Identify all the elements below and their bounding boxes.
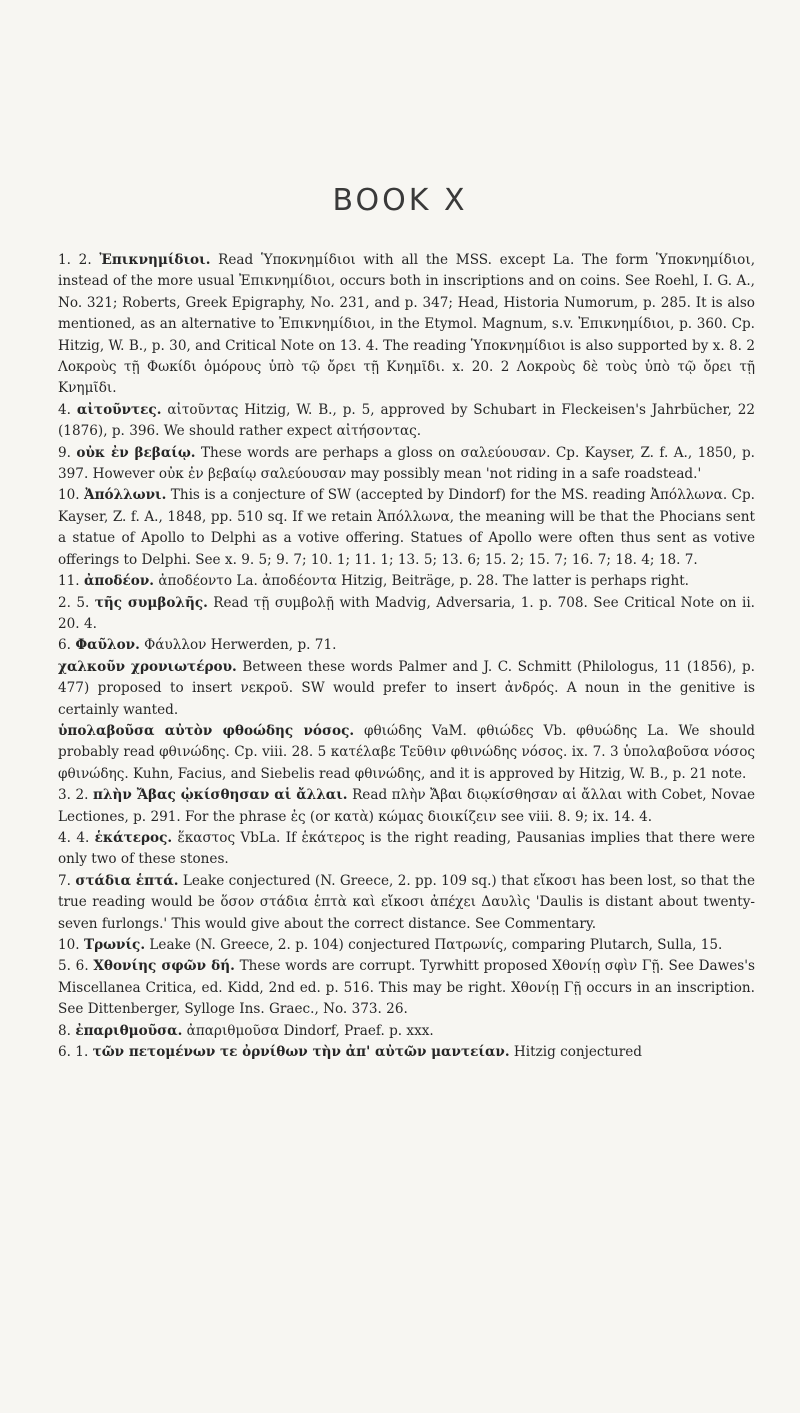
note-lemma: Φαῦλον. xyxy=(75,637,140,654)
note-lemma: ἑκάτερος. xyxy=(94,829,173,846)
note-entry xyxy=(58,1042,755,1063)
critical-notes xyxy=(58,250,755,1063)
note-entry xyxy=(58,657,755,721)
note-ref: 10. xyxy=(58,487,80,504)
note-ref: 11. xyxy=(58,573,80,590)
note-text: Read πλὴν Ἄβαι διῳκίσθησαν αἱ ἄλλαι with Cobet, Novae Lectiones, p. 291. For the phrase ἐς (or κατὰ) κώμας διοικίζειν see viii. 8. 9; ix. 14. 4. xyxy=(58,787,756,825)
note-text: Read Ὑποκνημίδιοι with all the MSS. except La. The form Ὑποκνημίδιοι, instead of the more usual Ἐπικνημίδιοι, occurs both in inscriptions and on coins. See Roehl, I. G. A., No. 321; Roberts, Greek Epigraphy, No. 231, and p. 347; Head, Historia Numorum, p. 285. It is also mentioned, as an alternative to Ἐπικνημίδιοι, in the Etymol. Magnum, s.v. Ἐπικνημίδιοι, p. 360. Cp. Hitzig, W. B., p. 30, and Critical Note on 13. 4. The reading Ὑποκνημίδιοι is also supported by x. 8. 2 Λοκροὺς τῇ Φωκίδι ὁμόρους ὑπὸ τῷ ὄρει τῇ Κνημῖδι. x. 20. 2 Λοκροὺς δὲ τοὺς ὑπὸ τῷ ὄρει τῇ Κνημῖδι. xyxy=(58,252,756,397)
note-lemma: αἰτοῦντες. xyxy=(76,401,162,418)
note-entry xyxy=(58,871,755,935)
note-text: Φάυλλον Herwerden, p. 71. xyxy=(144,637,337,654)
note-text: These words are corrupt. Tyrwhitt proposed Χθονίῃ σφὶν Γῇ. See Dawes's Miscellanea Critica, ed. Kidd, 2nd ed. p. 516. This may be right. Χθονίῃ Γῇ occurs in an inscription. See Dittenberger, Sylloge Ins. Graec., No. 373. 26. xyxy=(58,958,755,1018)
note-ref: 8. xyxy=(58,1022,71,1039)
note-ref: 7. xyxy=(58,872,71,889)
note-entry xyxy=(58,1021,755,1042)
note-ref: 6. xyxy=(58,637,71,654)
note-text: This is a conjecture of SW (accepted by Dindorf) for the MS. reading Ἀπόλλωνα. Cp. Kayser, Z. f. A., 1848, pp. 510 sq. If we retain Ἀπόλλωνα, the meaning will be that the Phocians sent a statue of Apollo to Delphi as a votive offering. Statues of Apollo were often thus sent as votive offerings to Delphi. See x. 9. 5; 9. 7; 10. 1; 11. 1; 13. 5; 13. 6; 15. 2; 15. 7; 16. 7; 18. 4; 18. 7. xyxy=(58,487,755,568)
note-lemma: Ἀπόλλωνι. xyxy=(84,487,167,504)
note-text: ἕκαστος VbLa. If ἑκάτερος is the right reading, Pausanias implies that there were only two of these stones. xyxy=(58,829,755,868)
note-text: Between these words Palmer and J. C. Schmitt (Philologus, 11 (1856), p. 477) proposed to insert νεκροῦ. SW would prefer to insert ἀνδρός. A noun in the genitive is certainly wanted. xyxy=(58,658,755,718)
note-lemma: ὑπολαβοῦσα αὐτὸν φθοώδης νόσος. xyxy=(58,722,355,739)
note-lemma: χαλκοῦν χρονιωτέρου. xyxy=(58,658,237,675)
note-lemma: τῶν πετομένων τε ὀρνίθων τὴν ἀπ' αὐτῶν μαντείαν. xyxy=(92,1044,510,1061)
note-lemma: τῆς συμβολῆς. xyxy=(94,594,208,611)
note-text: Read τῇ συμβολῇ with Madvig, Adversaria, 1. p. 708. See Critical Note on ii. 20. 4. xyxy=(58,594,755,632)
note-ref: 3. 2. xyxy=(58,787,89,804)
note-ref: 5. 6. xyxy=(58,958,89,975)
note-ref: 2. 5. xyxy=(58,594,90,611)
note-entry xyxy=(58,400,755,443)
note-text: αἰτοῦντας Hitzig, W. B., p. 5, approved by Schubart in Fleckeisen's Jahrbücher, 22 (1876), p. 396. We should rather expect αἰτήσοντας. xyxy=(58,401,756,440)
page-title: BOOK X xyxy=(332,183,468,218)
note-lemma: οὐκ ἐν βεβαίῳ. xyxy=(76,444,196,461)
note-lemma: ἐπαριθμοῦσα. xyxy=(75,1022,183,1039)
note-ref: 4. 4. xyxy=(58,829,90,846)
note-text: Hitzig conjectured xyxy=(513,1044,642,1061)
note-entry xyxy=(58,250,755,400)
note-ref: 10. xyxy=(58,937,80,953)
note-text: ἀπαριθμοῦσα Dindorf, Praef. p. xxx. xyxy=(186,1022,434,1039)
note-text: Leake (N. Greece, 2. p. 104) conjectured Πατρωνίς, comparing Plutarch, Sulla, 15. xyxy=(149,937,723,953)
note-lemma: στάδια ἑπτά. xyxy=(75,872,179,889)
note-entry xyxy=(58,443,755,486)
note-entry xyxy=(58,956,755,1020)
note-text: φθιώδης VaM. φθιώδες Vb. φθυώδης La. We should probably read φθινώδης. Cp. viii. 28. 5 κατέλαβε Τεῦθιν φθινώδης νόσος. ix. 7. 3 ὑπολαβοῦσα νόσος φθινώδης. Kuhn, Facius, and Siebelis read φθινώδης, and it is approved by Hitzig, W. B., p. 21 note. xyxy=(58,722,755,782)
note-text: ἀποδέοντο La. ἀποδέοντα Hitzig, Beiträge, p. 28. The latter is perhaps right. xyxy=(158,573,689,590)
note-lemma: Χθονίης σφῶν δή. xyxy=(93,958,235,975)
note-ref: 4. xyxy=(58,401,71,418)
note-entry xyxy=(58,721,755,785)
note-text: These words are perhaps a gloss on σαλεύουσαν. Cp. Kayser, Z. f. A., 1850, p. 397. However οὐκ ἐν βεβαίῳ σαλεύουσαν may possibly mean 'not riding in a safe roadstead.' xyxy=(58,444,755,483)
note-lemma: ἀποδέον. xyxy=(83,573,154,590)
note-lemma: Τρωνίς. xyxy=(83,937,146,953)
note-lemma: πλὴν Ἄβας ᾠκίσθησαν αἱ ἄλλαι. xyxy=(93,787,348,804)
note-text: Leake conjectured (N. Greece, 2. pp. 109 sq.) that εἴκοσι has been lost, so that the true reading would be ὅσον στάδια ἑπτὰ καὶ εἴκοσι ἀπέχει Δαυλὶς 'Daulis is distant about twenty-seven furlongs.' This would give about the correct distance. See Commentary. xyxy=(58,872,755,932)
note-entry xyxy=(58,635,755,656)
note-ref: 9. xyxy=(58,444,71,461)
note-entry xyxy=(58,593,755,636)
note-ref: 1. 2. xyxy=(58,252,92,268)
note-ref: 6. 1. xyxy=(58,1044,89,1061)
note-entry xyxy=(58,571,755,592)
note-entry xyxy=(58,785,755,828)
note-entry xyxy=(58,828,755,871)
note-entry xyxy=(58,485,755,571)
note-lemma: Ἐπικνημίδιοι. xyxy=(99,252,211,268)
note-entry xyxy=(58,935,755,956)
